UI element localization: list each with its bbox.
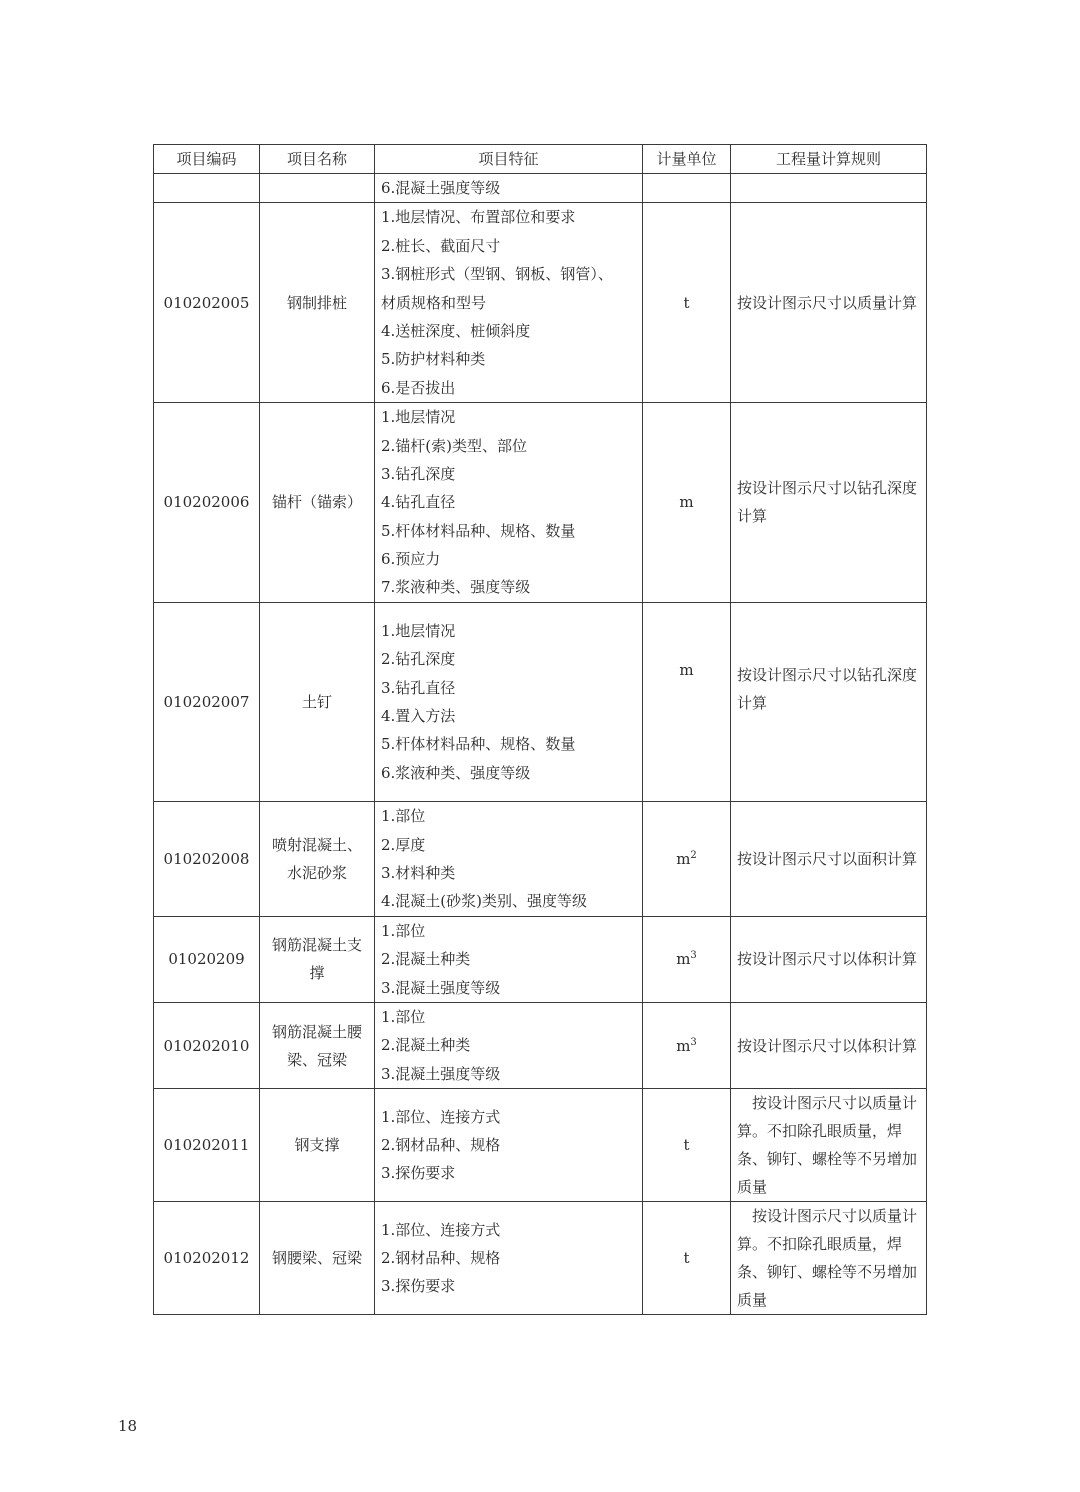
feature-line: 2.锚杆(索)类型、部位 bbox=[381, 436, 528, 455]
feature-line: 6.是否拔出 bbox=[381, 378, 456, 397]
item-code: 010202010 bbox=[154, 1002, 260, 1088]
item-unit bbox=[643, 916, 731, 1002]
item-name: 钢制排桩 bbox=[260, 203, 375, 403]
table-row bbox=[154, 1089, 927, 1202]
item-unit bbox=[643, 802, 731, 917]
item-name: 钢筋混凝土腰梁、冠梁 bbox=[260, 1002, 375, 1088]
feature-line: 1.部位 bbox=[381, 1007, 426, 1026]
item-features bbox=[375, 403, 643, 603]
feature-line: 5.杆体材料品种、规格、数量 bbox=[381, 521, 576, 540]
item-code: 010202008 bbox=[154, 802, 260, 917]
item-code: 010202011 bbox=[154, 1089, 260, 1202]
feature-line: 5.杆体材料品种、规格、数量 bbox=[381, 735, 576, 754]
item-name: 锚杆（锚索） bbox=[260, 403, 375, 603]
item-unit: t bbox=[643, 1089, 731, 1202]
table-row bbox=[154, 1202, 927, 1315]
feature-line: 4.钻孔直径 bbox=[381, 493, 456, 512]
table-row bbox=[154, 203, 927, 403]
header-rule: 工程量计算规则 bbox=[731, 145, 927, 174]
header-features: 项目特征 bbox=[375, 145, 643, 174]
header-name: 项目名称 bbox=[260, 145, 375, 174]
item-features bbox=[375, 1002, 643, 1088]
item-features bbox=[375, 602, 643, 801]
feature-line: 1.部位、连接方式 bbox=[381, 1107, 501, 1126]
item-features bbox=[375, 916, 643, 1002]
item-rule: 按设计图示尺寸以钻孔深度计算 bbox=[731, 602, 927, 801]
unit-base: m bbox=[676, 950, 691, 969]
table-row bbox=[154, 1002, 927, 1088]
item-code bbox=[154, 174, 260, 203]
item-unit: m bbox=[643, 602, 731, 801]
feature-line: 1.部位 bbox=[381, 807, 426, 826]
header-code: 项目编码 bbox=[154, 145, 260, 174]
feature-line: 3.探伤要求 bbox=[381, 1277, 456, 1296]
feature-line: 3.混凝土强度等级 bbox=[381, 1064, 501, 1083]
item-code: 010202012 bbox=[154, 1202, 260, 1315]
unit-exponent: 3 bbox=[690, 1036, 697, 1048]
feature-line: 1.部位 bbox=[381, 921, 426, 940]
feature-line: 1.地层情况、布置部位和要求 bbox=[381, 208, 576, 227]
item-rule: 按设计图示尺寸以质量计算。不扣除孔眼质量，焊条、铆钉、螺栓等不另增加质量 bbox=[731, 1202, 927, 1315]
feature-line: 4.送桩深度、桩倾斜度 bbox=[381, 321, 531, 340]
item-rule: 按设计图示尺寸以面积计算 bbox=[731, 802, 927, 917]
item-features bbox=[375, 802, 643, 917]
item-rule: 按设计图示尺寸以体积计算 bbox=[731, 916, 927, 1002]
item-name bbox=[260, 174, 375, 203]
item-name: 钢腰梁、冠梁 bbox=[260, 1202, 375, 1315]
item-name: 钢支撑 bbox=[260, 1089, 375, 1202]
feature-line: 2.混凝土种类 bbox=[381, 950, 471, 969]
table-row bbox=[154, 602, 927, 801]
table-header-row bbox=[154, 145, 927, 174]
item-code: 010202006 bbox=[154, 403, 260, 603]
feature-line: 3.材料种类 bbox=[381, 863, 456, 882]
item-rule: 按设计图示尺寸以质量计算 bbox=[731, 203, 927, 403]
feature-line: 1.地层情况 bbox=[381, 408, 456, 427]
item-rule bbox=[731, 174, 927, 203]
feature-line: 2.钢材品种、规格 bbox=[381, 1135, 501, 1154]
table-row bbox=[154, 174, 927, 203]
feature-line: 4.置入方法 bbox=[381, 707, 456, 726]
feature-line: 7.浆液种类、强度等级 bbox=[381, 578, 531, 597]
feature-line: 1.地层情况 bbox=[381, 621, 456, 640]
unit-base: m bbox=[676, 849, 691, 868]
feature-line: 1.部位、连接方式 bbox=[381, 1220, 501, 1239]
unit-exponent: 3 bbox=[690, 950, 697, 962]
feature-line: 2.厚度 bbox=[381, 835, 426, 854]
item-features bbox=[375, 203, 643, 403]
table-row bbox=[154, 802, 927, 917]
item-unit: m bbox=[643, 403, 731, 603]
item-rule: 按设计图示尺寸以质量计算。不扣除孔眼质量，焊条、铆钉、螺栓等不另增加质量 bbox=[731, 1089, 927, 1202]
item-code: 01020209 bbox=[154, 916, 260, 1002]
header-unit: 计量单位 bbox=[643, 145, 731, 174]
feature-line: 3.探伤要求 bbox=[381, 1164, 456, 1183]
item-rule: 按设计图示尺寸以钻孔深度计算 bbox=[731, 403, 927, 603]
table-row bbox=[154, 916, 927, 1002]
feature-line: 2.混凝土种类 bbox=[381, 1036, 471, 1055]
item-rule: 按设计图示尺寸以体积计算 bbox=[731, 1002, 927, 1088]
item-code: 010202005 bbox=[154, 203, 260, 403]
item-name: 钢筋混凝土支撑 bbox=[260, 916, 375, 1002]
item-unit bbox=[643, 1002, 731, 1088]
feature-line: 3.混凝土强度等级 bbox=[381, 978, 501, 997]
item-features bbox=[375, 1202, 643, 1315]
feature-line: 4.混凝土(砂浆)类别、强度等级 bbox=[381, 892, 588, 911]
page-number: 18 bbox=[118, 1417, 138, 1435]
feature-line: 2.钢材品种、规格 bbox=[381, 1248, 501, 1267]
bill-of-quantities-table bbox=[153, 144, 927, 1315]
item-name: 喷射混凝土、水泥砂浆 bbox=[260, 802, 375, 917]
item-features bbox=[375, 174, 643, 203]
item-unit: t bbox=[643, 1202, 731, 1315]
item-name: 土钉 bbox=[260, 602, 375, 801]
item-features bbox=[375, 1089, 643, 1202]
feature-line: 6.浆液种类、强度等级 bbox=[381, 763, 531, 782]
feature-line: 6.混凝土强度等级 bbox=[381, 179, 501, 197]
table-row bbox=[154, 403, 927, 603]
feature-line: 2.桩长、截面尺寸 bbox=[381, 236, 501, 255]
feature-line: 2.钻孔深度 bbox=[381, 650, 456, 669]
feature-line: 3.钢桩形式（型钢、钢板、钢管）、 bbox=[381, 265, 613, 284]
unit-base: m bbox=[676, 1036, 691, 1055]
feature-line: 3.钻孔深度 bbox=[381, 464, 456, 483]
item-unit bbox=[643, 174, 731, 203]
feature-line: 6.预应力 bbox=[381, 550, 441, 569]
unit-exponent: 2 bbox=[690, 849, 697, 861]
item-unit: t bbox=[643, 203, 731, 403]
feature-line: 3.钻孔直径 bbox=[381, 678, 456, 697]
item-code: 010202007 bbox=[154, 602, 260, 801]
feature-line: 5.防护材料种类 bbox=[381, 350, 486, 369]
feature-line: 材质规格和型号 bbox=[381, 293, 487, 312]
